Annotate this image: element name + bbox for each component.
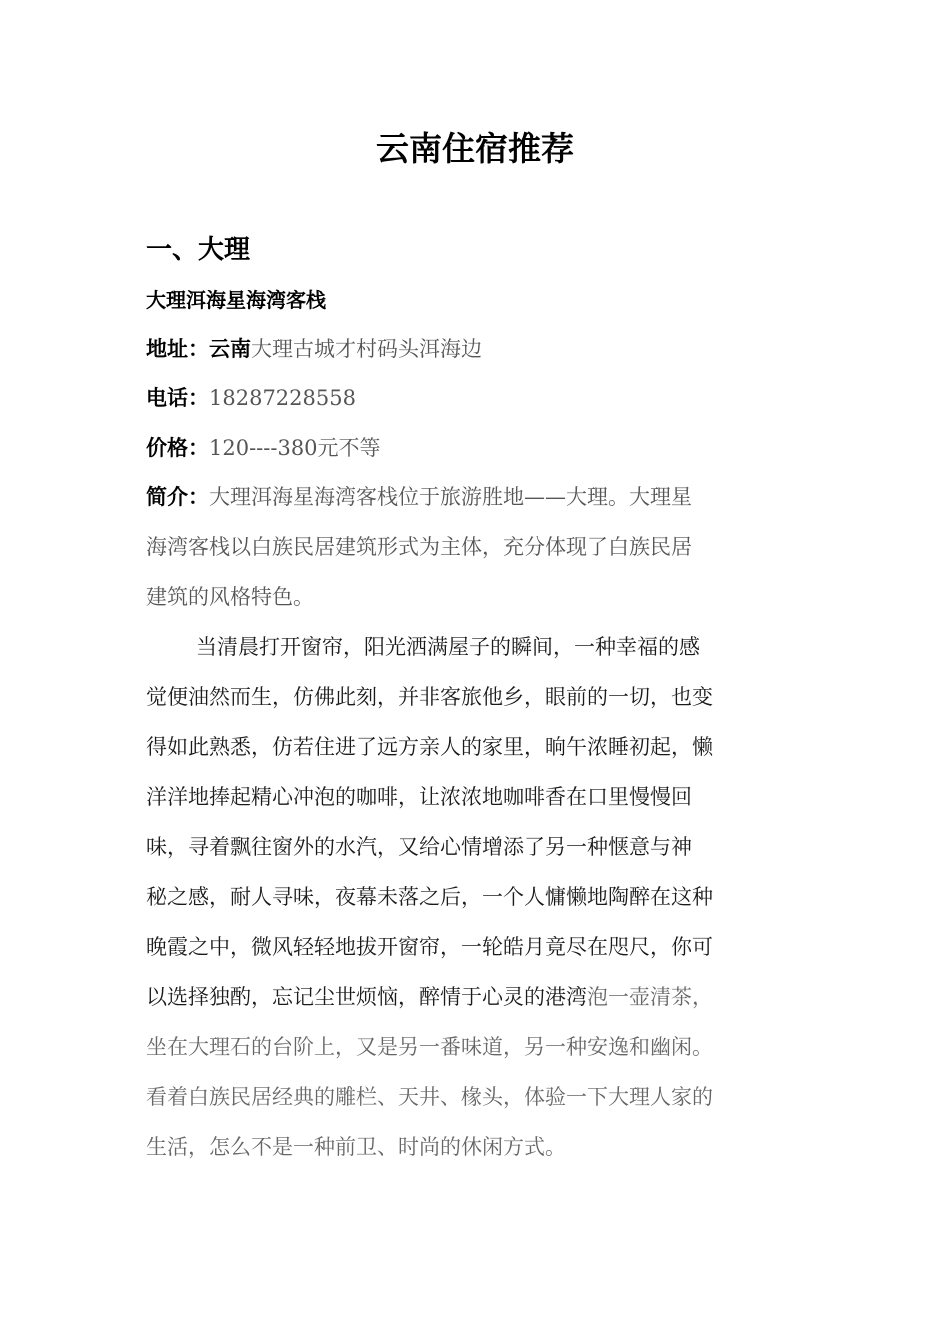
intro-text: 大理洱海星海湾客栈位于旅游胜地——大理。大理星 (209, 485, 692, 509)
price-value: 120----380元不等 (209, 436, 381, 460)
paragraph-line: 生活，怎么不是一种前卫、时尚的休闲方式。 (146, 1135, 566, 1159)
address-field (146, 330, 808, 368)
paragraph-line: 坐在大理石的台阶上，又是另一番味道，另一种安逸和幽闲。 (146, 1035, 713, 1059)
paragraph-line: 觉便油然而生，仿佛此刻，并非客旅他乡，眼前的一切，也变 (146, 685, 713, 709)
address-value: 大理古城才村码头洱海边 (251, 337, 482, 361)
address-label: 地址： (146, 337, 209, 361)
paragraph-line: 看着白族民居经典的雕栏、天井、椽头，体验一下大理人家的 (146, 1085, 713, 1109)
paragraph-line (146, 978, 808, 1028)
intro-line: 建筑的风格特色。 (146, 585, 314, 609)
price-field (146, 429, 808, 467)
hotel-name: 大理洱海星海湾客栈 (146, 288, 326, 312)
paragraph-line-gray-part: 泡一壶清茶， (587, 985, 713, 1009)
intro-block (146, 478, 808, 628)
paragraph-line: 洋洋地捧起精心冲泡的咖啡，让浓浓地咖啡香在口里慢慢回 (146, 785, 692, 809)
paragraph-line: 味，寻着飘往窗外的水汽，又给心情增添了另一种惬意与神 (146, 835, 692, 859)
description-paragraph (146, 628, 808, 1178)
intro-label: 简介： (146, 485, 209, 509)
address-province: 云南 (209, 337, 251, 361)
phone-field (146, 379, 808, 417)
intro-line (146, 478, 808, 528)
phone-label: 电话： (146, 386, 209, 410)
paragraph-line: 秘之感，耐人寻味，夜幕未落之后，一个人慵懒地陶醉在这种 (146, 885, 713, 909)
paragraph-line-dark-part: 以选择独酌，忘记尘世烦恼，醉情于心灵的港湾 (146, 985, 587, 1009)
intro-line: 海湾客栈以白族民居建筑形式为主体，充分体现了白族民居 (146, 535, 692, 559)
paragraph-line: 晚霞之中，微风轻轻地拔开窗帘，一轮皓月竟尽在咫尺，你可 (146, 935, 713, 959)
paragraph-line: 当清晨打开窗帘，阳光洒满屋子的瞬间，一种幸福的感 (196, 635, 700, 659)
paragraph-line: 得如此熟悉，仿若住进了远方亲人的家里，晌午浓睡初起，懒 (146, 735, 713, 759)
phone-value: 18287228558 (209, 386, 356, 410)
section-heading: 一、大理 (146, 235, 251, 265)
page-title: 云南住宿推荐 (376, 129, 574, 168)
price-label: 价格： (146, 436, 209, 460)
